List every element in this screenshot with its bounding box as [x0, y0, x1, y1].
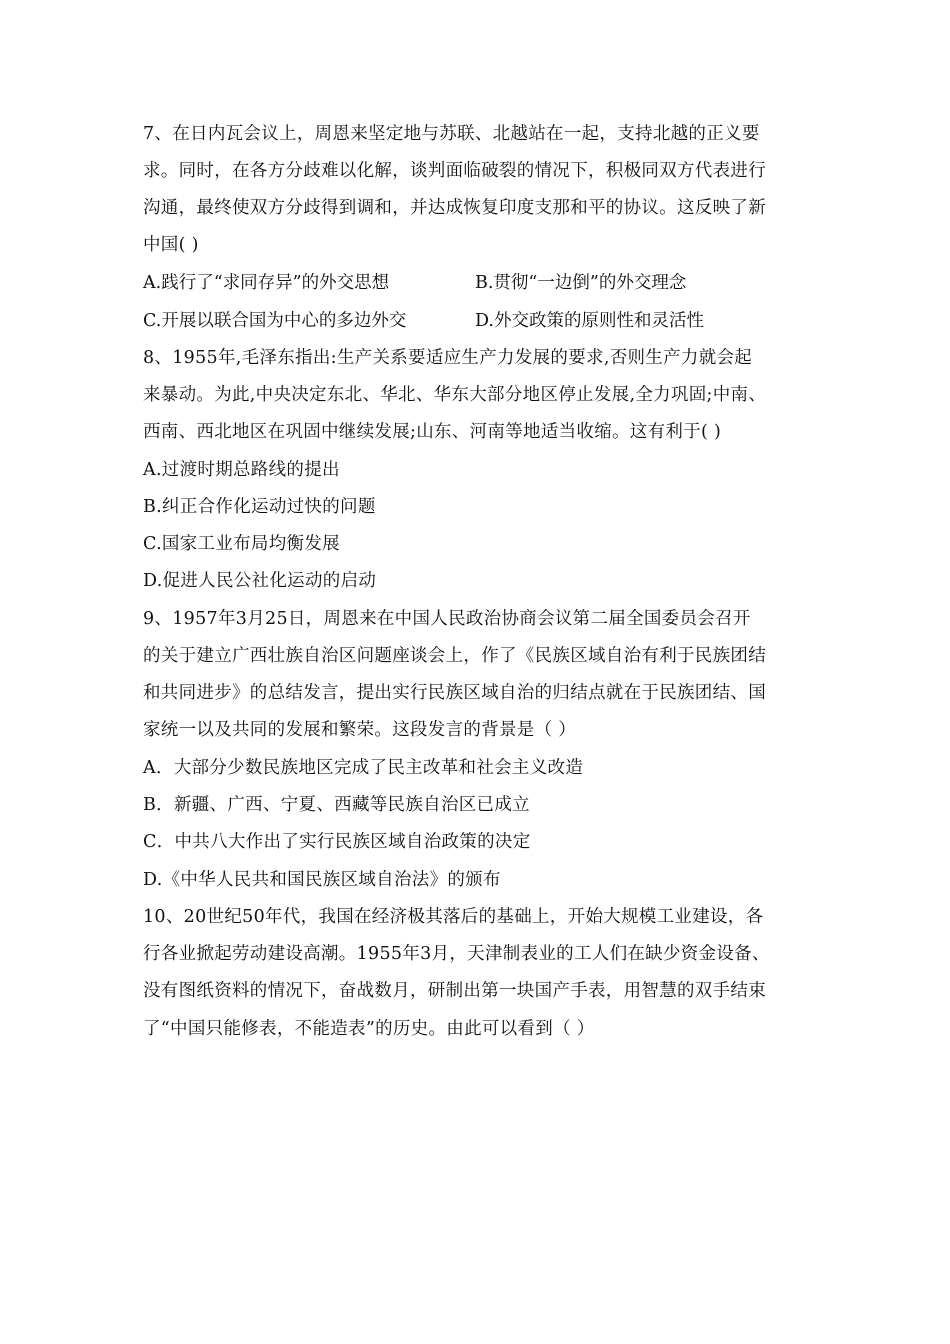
- q9-option-c: C．中共八大作出了实行民族区域自治政策的决定: [143, 832, 531, 852]
- q9-stem-line-2: 的关于建立广西壮族自治区问题座谈会上，作了《民族区域自治有利于民族团结: [143, 646, 766, 666]
- q10-stem-line-1: 10、20世纪50年代，我国在经济极其落后的基础上，开始大规模工业建设，各: [143, 907, 764, 927]
- q10-stem-line-4: 了“中国只能修表，不能造表”的历史。由此可以看到（ ）: [143, 1019, 595, 1039]
- q9-option-d: D.《中华人民共和国民族区域自治法》的颁布: [143, 870, 501, 890]
- q7-stem-line-2: 求。同时，在各方分歧难以化解，谈判面临破裂的情况下，积极同双方代表进行: [143, 161, 766, 181]
- q7-stem-line-1: 7、在日内瓦会议上，周恩来坚定地与苏联、北越站在一起，支持北越的正义要: [143, 124, 760, 144]
- q9-option-a: A．大部分少数民族地区完成了民主改革和社会主义改造: [143, 758, 584, 778]
- q7-option-c: C.开展以联合国为中心的多边外交: [143, 311, 407, 331]
- q7-stem-line-4: 中国( ): [143, 235, 199, 255]
- q10-stem-line-3: 没有图纸资料的情况下，奋战数月，研制出第一块国产手表，用智慧的双手结束: [143, 981, 766, 1001]
- q9-stem-line-1: 9、1957年3月25日，周恩来在中国人民政治协商会议第二届全国委员会召开: [143, 609, 751, 629]
- q7-option-b: B.贯彻“一边倒”的外交理念: [475, 273, 687, 293]
- q8-option-b: B.纠正合作化运动过快的问题: [143, 497, 376, 517]
- q9-stem-line-4: 家统一以及共同的发展和繁荣。这段发言的背景是（ ）: [143, 720, 577, 740]
- q9-stem-line-3: 和共同进步》的总结发言，提出实行民族区域自治的归结点就在于民族团结、国: [143, 683, 766, 703]
- q7-option-d: D.外交政策的原则性和灵活性: [475, 311, 704, 331]
- q7-options-row-1: [143, 271, 687, 295]
- q10-stem-line-2: 行各业掀起劳动建设高潮。1955年3月，天津制表业的工人们在缺少资金设备、: [143, 944, 770, 964]
- q8-option-d: D.促进人民公社化运动的启动: [143, 571, 377, 591]
- q8-option-c: C.国家工业布局均衡发展: [143, 534, 340, 554]
- q9-option-b: B．新疆、广西、宁夏、西藏等民族自治区已成立: [143, 795, 530, 815]
- q8-option-a: A.过渡时期总路线的提出: [143, 460, 340, 480]
- q8-stem-line-2: 来暴动。为此,中央决定东北、华北、华东大部分地区停止发展,全力巩固;中南、: [143, 385, 767, 405]
- q8-stem-line-1: 8、1955年,毛泽东指出:生产关系要适应生产力发展的要求,否则生产力就会起: [143, 348, 753, 368]
- q8-stem-line-3: 西南、西北地区在巩固中继续发展;山东、河南等地适当收缩。这有利于( ): [143, 422, 722, 442]
- q7-stem-line-3: 沟通，最终使双方分歧得到调和，并达成恢复印度支那和平的协议。这反映了新: [143, 198, 766, 218]
- q7-option-a: A.践行了“求同存异”的外交思想: [143, 273, 390, 293]
- q7-options-row-2: [143, 309, 704, 333]
